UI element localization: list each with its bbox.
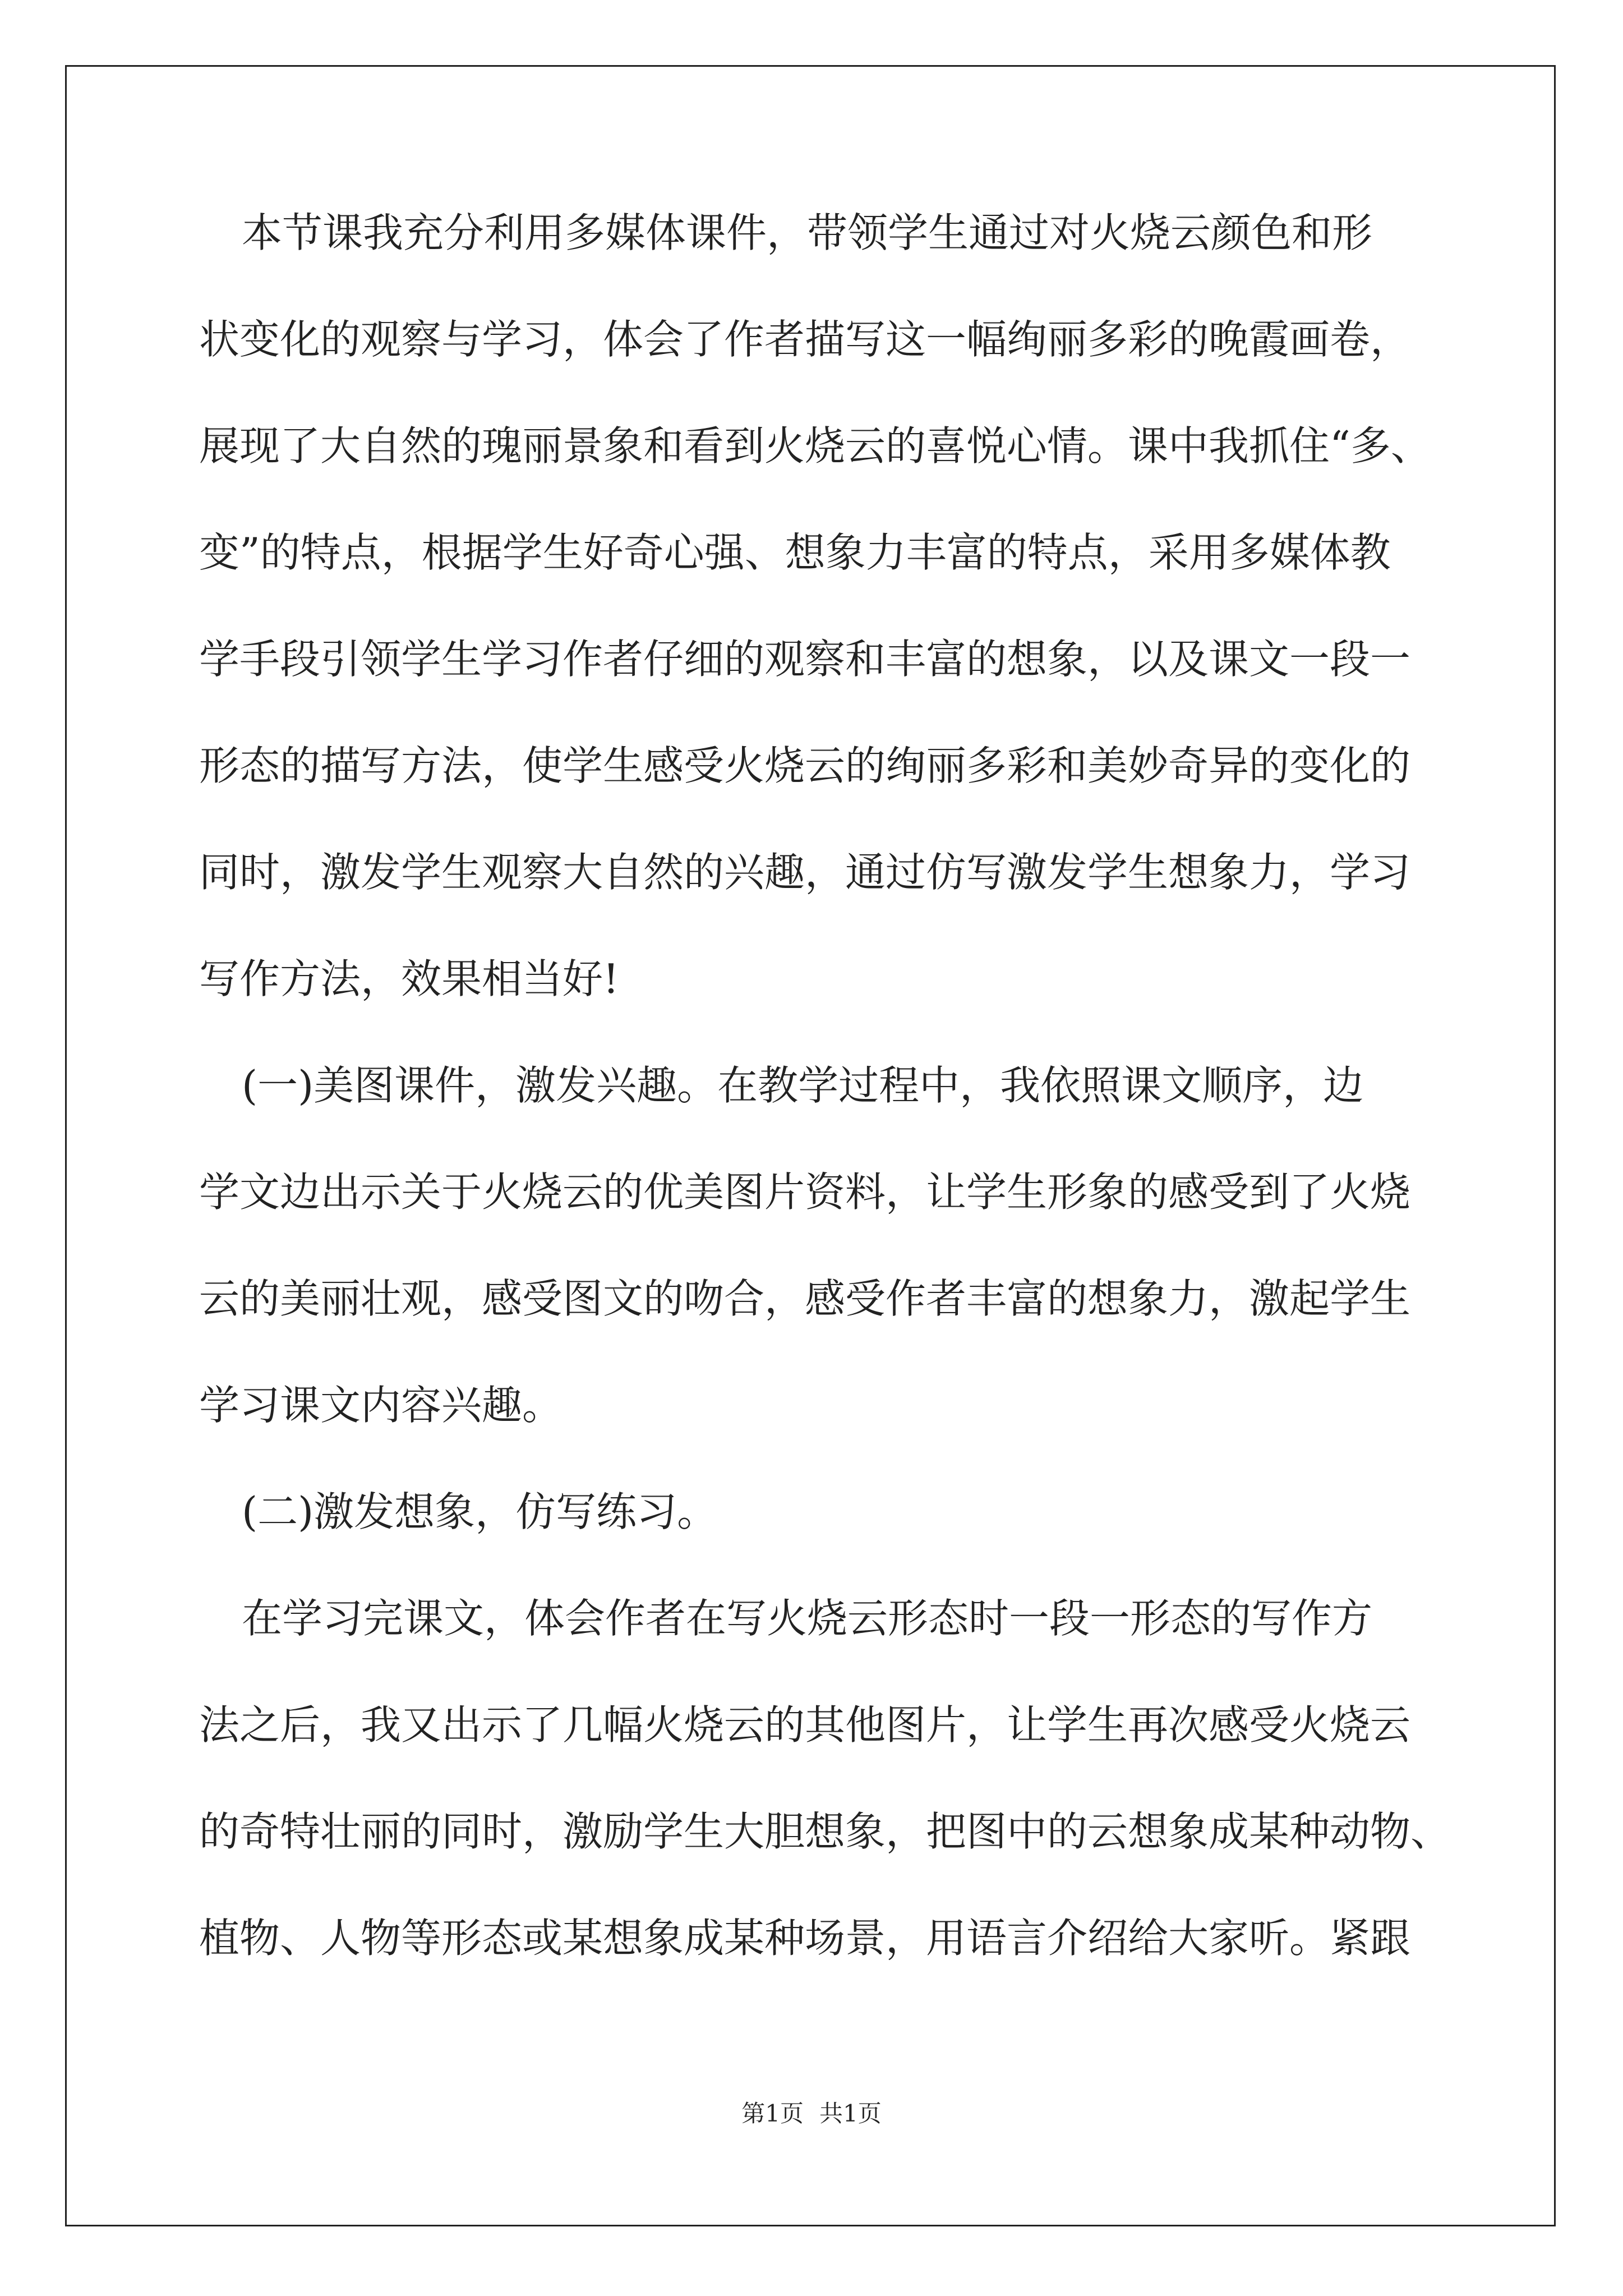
text-line: 同时，激发学生观察大自然的兴趣，通过仿写激发学生想象力，学习 <box>199 849 1411 896</box>
text-line: 学习课文内容兴趣。 <box>199 1382 563 1429</box>
text-line: 形态的描写方法，使学生感受火烧云的绚丽多彩和美妙奇异的变化的 <box>199 742 1411 789</box>
text-line: 学手段引领学生学习作者仔细的观察和丰富的想象，以及课文一段一 <box>199 636 1411 683</box>
text-line: 在学习完课文，体会作者在写火烧云形态时一段一形态的写作方 <box>242 1595 1373 1642</box>
text-line: 变”的特点，根据学生好奇心强、想象力丰富的特点，采用多媒体教 <box>199 529 1391 576</box>
page-total: 共1页 <box>819 2100 882 2127</box>
text-line: 法之后，我又出示了几幅火烧云的其他图片，让学生再次感受火烧云 <box>199 1701 1411 1749</box>
page-border <box>65 65 1556 2226</box>
text-line: 本节课我充分利用多媒体课件，带领学生通过对火烧云颜色和形 <box>242 209 1373 256</box>
text-line: 的奇特壮丽的同时，激励学生大胆想象，把图中的云想象成某种动物、 <box>199 1808 1451 1855</box>
text-line: 写作方法，效果相当好! <box>199 955 619 1002</box>
text-line: 云的美丽壮观，感受图文的吻合，感受作者丰富的想象力，激起学生 <box>199 1275 1411 1322</box>
text-line: 状变化的观察与学习，体会了作者描写这一幅绚丽多彩的晚霞画卷， <box>199 316 1411 363</box>
page-number: 第1页 <box>741 2100 804 2127</box>
text-line: 展现了大自然的瑰丽景象和看到火烧云的喜悦心情。课中我抓住“多、 <box>199 422 1431 470</box>
text-line: 植物、人物等形态或某想象成某种场景，用语言介绍给大家听。紧跟 <box>199 1915 1411 1962</box>
text-line: 学文边出示关于火烧云的优美图片资料，让学生形象的感受到了火烧 <box>199 1168 1411 1216</box>
text-line: (一)美图课件，激发兴趣。在教学过程中，我依照课文顺序，边 <box>242 1062 1364 1109</box>
page-footer <box>0 2095 1623 2129</box>
text-line: (二)激发想象，仿写练习。 <box>242 1488 718 1535</box>
